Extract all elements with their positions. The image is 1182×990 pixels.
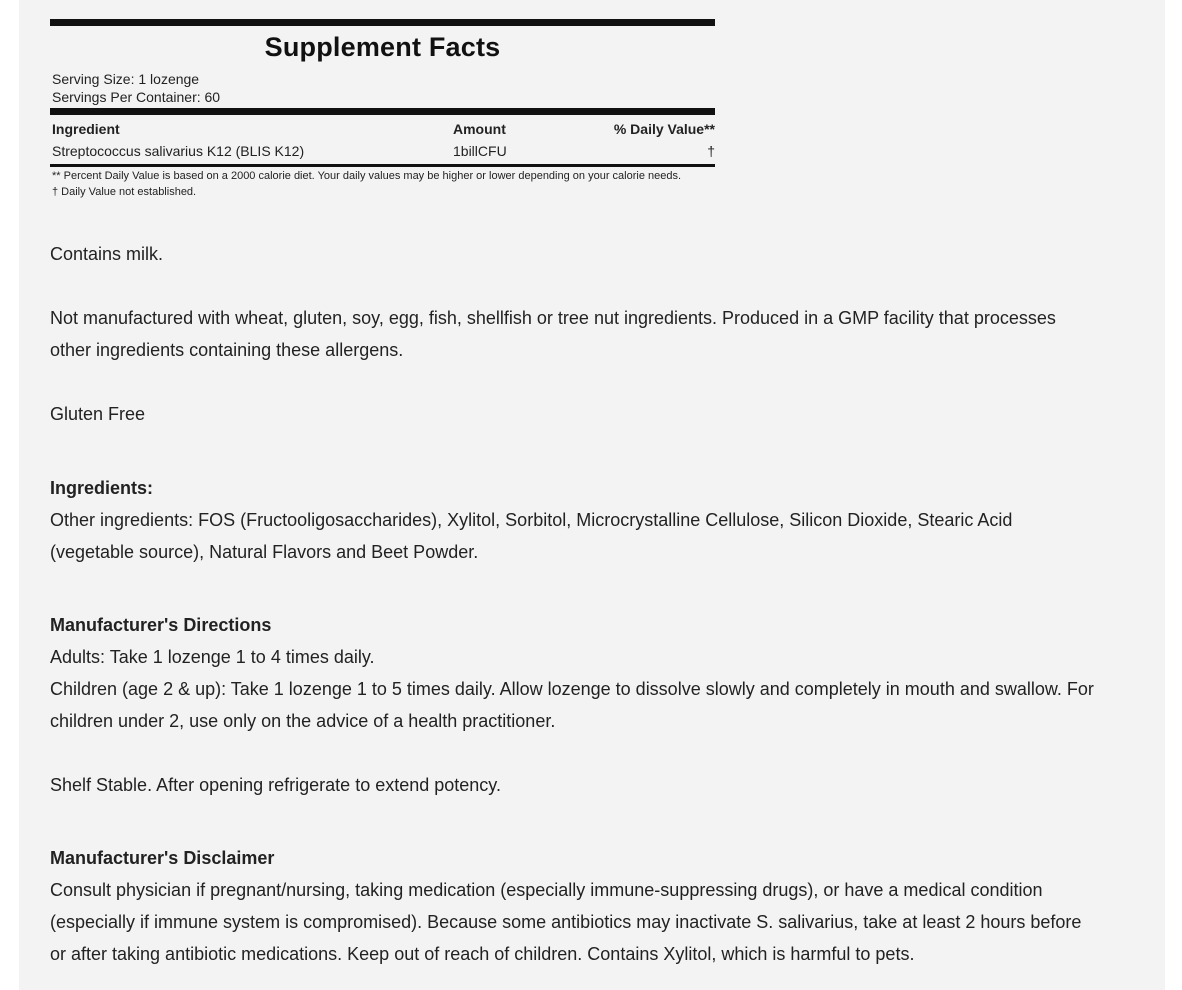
ingredients-heading: Ingredients: [50,478,154,498]
other-ingredients-line-2: (vegetable source), Natural Flavors and Beet Powder. [50,542,479,562]
daily-value-header: % Daily Value** [613,121,715,137]
allergen-statement-line-1: Not manufactured with wheat, gluten, soy, egg, fish, shellfish or tree nut ingredients. Produced in a GMP facility that processes [50,308,1056,328]
thick-rule [50,108,715,115]
contains-milk-text: Contains milk. [50,244,164,264]
disclaimer-heading: Manufacturer's Disclaimer [50,848,275,868]
ingredient-header: Ingredient [52,121,120,137]
directions-children-line-2: children under 2, use only on the advice of a health practitioner. [50,711,556,731]
serving-size: Serving Size: 1 lozenge [52,71,200,87]
ingredient-amount: 1billCFU [453,143,507,159]
supplement-facts-title: Supplement Facts [264,32,501,62]
top-rule [50,19,715,26]
storage-text: Shelf Stable. After opening refrigerate to extend potency. [50,775,501,795]
product-details-panel [19,0,1165,990]
not-established-footnote: † Daily Value not established. [52,186,197,198]
supplement-facts-panel [50,19,715,199]
table-row [50,140,715,162]
amount-header: Amount [453,121,506,137]
allergen-statement-line-2: other ingredients containing these allergens. [50,340,404,360]
directions-children-line-1: Children (age 2 & up): Take 1 lozenge 1 to 5 times daily. Allow lozenge to dissolve slowly and completely in mouth and swallow. For [50,679,1094,699]
ingredient-name: Streptococcus salivarius K12 (BLIS K12) [52,143,305,159]
disclaimer-line-2: (especially if immune system is compromised). Because some antibiotics may inactivate S. salivarius, take at least 2 hours before [50,912,1082,932]
gluten-free-text: Gluten Free [50,404,146,424]
bottom-rule [50,164,715,167]
table-header-row [50,118,715,140]
daily-value-footnote: ** Percent Daily Value is based on a 2000 calorie diet. Your daily values may be higher or lower depending on your calorie needs. [52,170,682,182]
directions-heading: Manufacturer's Directions [50,615,272,635]
ingredient-daily-value: † [707,143,715,159]
disclaimer-line-1: Consult physician if pregnant/nursing, taking medication (especially immune-suppressing drugs), or have a medical condition [50,880,1043,900]
directions-adults: Adults: Take 1 lozenge 1 to 4 times daily. [50,647,375,667]
servings-per-container: Servings Per Container: 60 [52,89,221,105]
supplement-facts-table [50,118,715,162]
disclaimer-line-3: or after taking antibiotic medications. Keep out of reach of children. Contains Xylitol, which is harmful to pets. [50,944,915,964]
other-ingredients-line-1: Other ingredients: FOS (Fructooligosaccharides), Xylitol, Sorbitol, Microcrystalline Cellulose, Silicon Dioxide, Stearic Acid [50,510,1013,530]
